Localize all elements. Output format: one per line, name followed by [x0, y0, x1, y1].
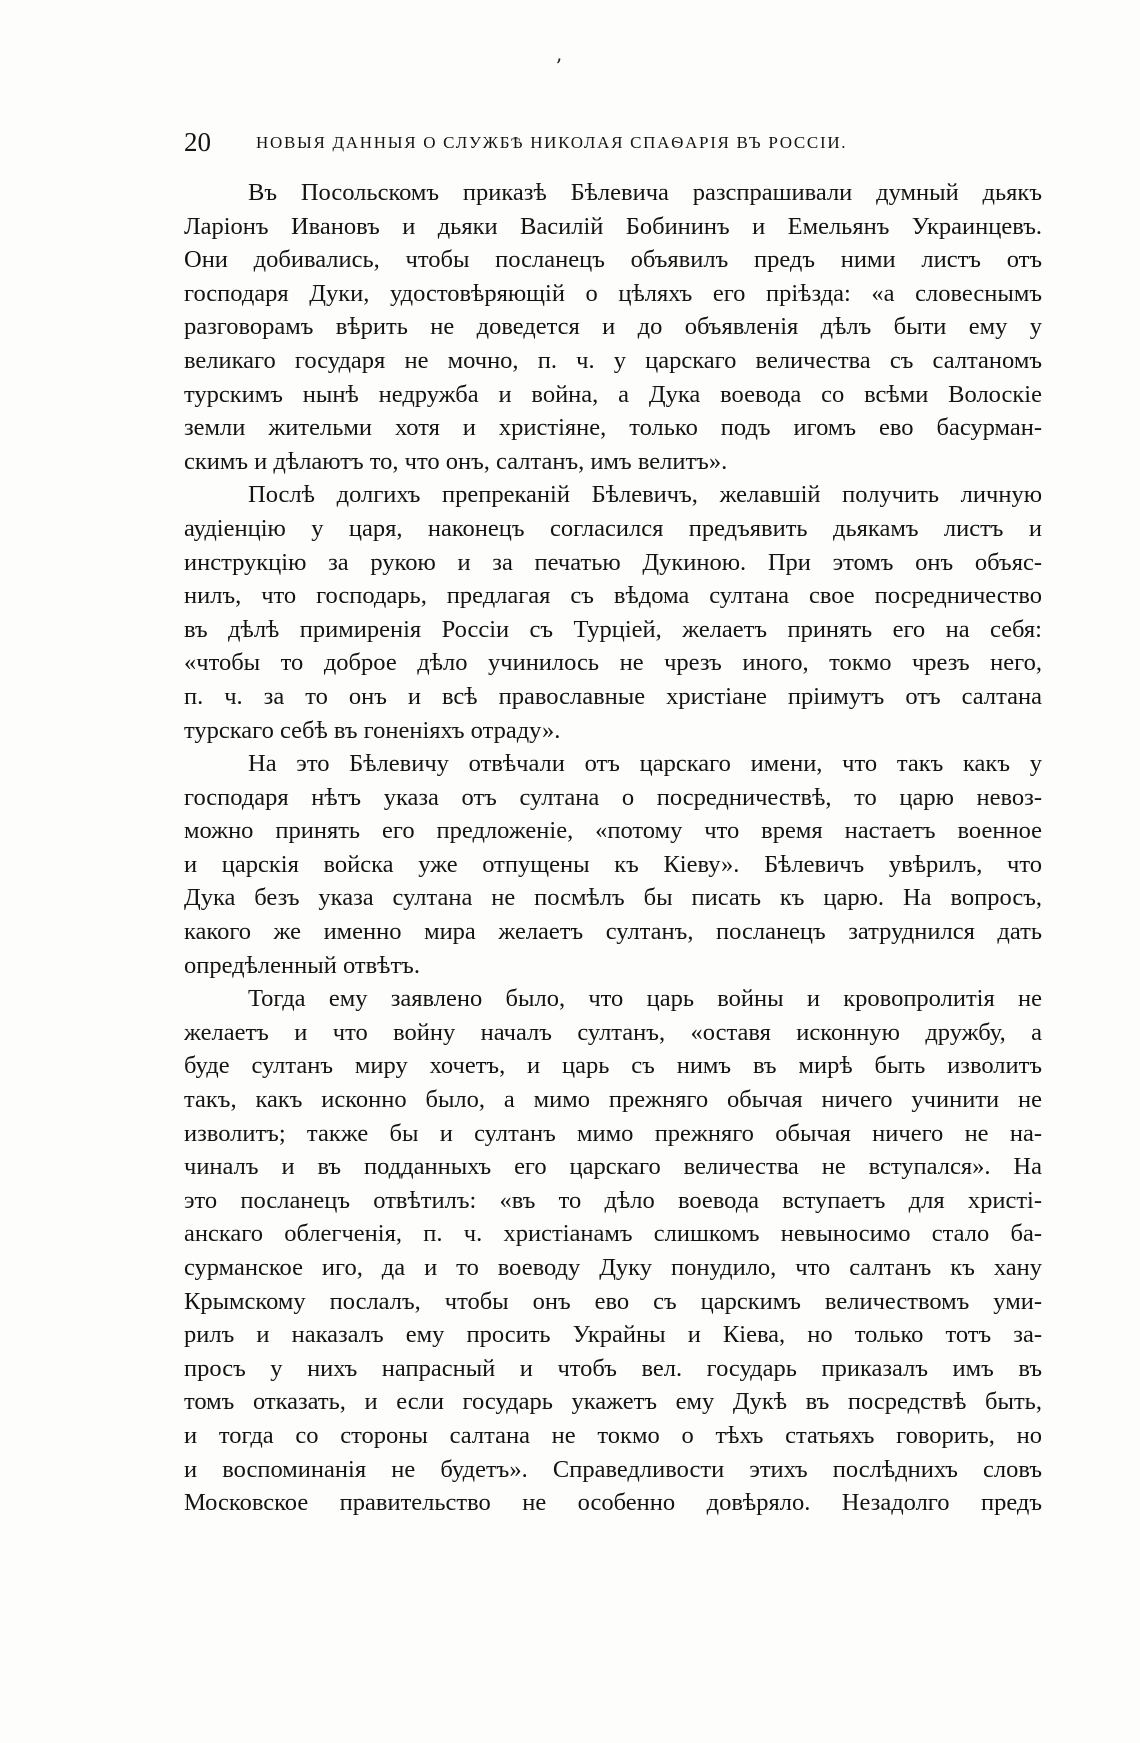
text-line: такъ, какъ исконно было, а мимо прежняго обычая ничего учинити не [184, 1086, 1042, 1114]
text-line: томъ отказать, и если государь укажетъ ему Дукѣ въ посредствѣ быть, [184, 1388, 1042, 1416]
text-line: и царскія войска уже отпущены къ Кіеву». Бѣлевичъ увѣрилъ, что [184, 850, 1042, 878]
body-text [184, 176, 1042, 1520]
stray-mark: ʼ [555, 54, 562, 78]
text-line: великаго государя не мочно, п. ч. у царскаго величества съ салтаномъ [184, 346, 1042, 374]
text-line: какого же именно мира желаетъ султанъ, посланецъ затруднился дать [184, 918, 1042, 946]
text-line: нилъ, что господарь, предлагая съ вѣдома султана свое посредничество [184, 582, 1042, 610]
text-line: «чтобы то доброе дѣло учинилось не чрезъ иного, токмо чрезъ него, [184, 649, 1042, 677]
text-line: На это Бѣлевичу отвѣчали отъ царскаго имени, что такъ какъ у [248, 750, 1042, 778]
text-line: въ дѣлѣ примиренія Россіи съ Турціей, желаетъ принять его на себя: [184, 615, 1042, 643]
text-line: анскаго облегченія, п. ч. христіанамъ слишкомъ невыносимо стало ба- [184, 1220, 1042, 1248]
text-line: земли жительми хотя и христіяне, только подъ игомъ ево басурман- [184, 414, 1042, 442]
text-line: Тогда ему заявлено было, что царь войны и кровопролитія не [248, 985, 1042, 1013]
text-line: желаетъ и что войну началъ султанъ, «оставя исконную дружбу, а [184, 1018, 1042, 1046]
text-line: инструкцію за рукою и за печатью Дукиною. При этомъ онъ объяс- [184, 548, 1042, 576]
text-line: чиналъ и въ подданныхъ его царскаго величества не вступался». На [184, 1153, 1042, 1181]
text-line: это посланецъ отвѣтилъ: «въ то дѣло воевода вступаетъ для христі- [184, 1186, 1042, 1214]
text-line: господаря нѣтъ указа отъ султана о посредничествѣ, то царю невоз- [184, 783, 1042, 811]
text-line: п. ч. за то онъ и всѣ православные христіане пріимутъ отъ салтана [184, 682, 1042, 710]
text-line: турскаго себѣ въ гоненіяхъ отраду». [184, 716, 561, 744]
text-line: Послѣ долгихъ препреканій Бѣлевичъ, желавшій получить личную [248, 481, 1042, 509]
text-line: скимъ и дѣлаютъ то, что онъ, салтанъ, имъ велитъ». [184, 447, 728, 475]
text-line: буде султанъ миру хочетъ, и царь съ нимъ въ мирѣ быть изволитъ [184, 1052, 1042, 1080]
text-line: просъ у нихъ напрасный и чтобъ вел. государь приказалъ имъ въ [184, 1354, 1042, 1382]
text-line: опредѣленный отвѣтъ. [184, 951, 420, 979]
text-line: Ларіонъ Ивановъ и дьяки Василій Бобининъ и Емельянъ Украинцевъ. [184, 212, 1042, 240]
text-line: Они добивались, чтобы посланецъ объявилъ предъ ними листъ отъ [184, 246, 1042, 274]
text-line: можно принять его предложеніе, «потому что время настаетъ военное [184, 817, 1042, 845]
text-line: турскимъ нынѣ недружба и война, а Дука воевода со всѣми Волоскіе [184, 380, 1042, 408]
text-line: Въ Посольскомъ приказѣ Бѣлевича разспрашивали думный дьякъ [248, 179, 1042, 206]
text-line: и воспоминанія не будетъ». Справедливости этихъ послѣднихъ словъ [184, 1455, 1042, 1483]
text-line: сурманское иго, да и то воеводу Дуку понудило, что салтанъ къ хану [184, 1254, 1042, 1281]
text-line: Дука безъ указа султана не посмѣлъ бы писать къ царю. На вопросъ, [184, 884, 1042, 912]
text-line: и тогда со стороны салтана не токмо о тѣхъ статьяхъ говорить, но [184, 1421, 1042, 1449]
page-header [184, 124, 1042, 160]
text-line: изволитъ; также бы и султанъ мимо прежняго обычая ничего не на- [184, 1119, 1042, 1147]
text-line: Крымскому послалъ, чтобы онъ ево съ царскимъ величествомъ уми- [184, 1287, 1042, 1315]
text-line: рилъ и наказалъ ему просить Украйны и Кіева, но только тотъ за- [184, 1321, 1042, 1349]
page-number: 20 [184, 127, 211, 157]
text-line: господаря Дуки, удостовѣряющій о цѣляхъ его пріѣзда: «а словеснымъ [184, 279, 1042, 307]
text-line: аудіенцію у царя, наконецъ согласился предъявить дьякамъ листъ и [184, 514, 1042, 542]
text-line: разговорамъ вѣрить не доведется и до объявленія дѣлъ быти ему у [184, 313, 1042, 341]
running-title: НОВЫЯ ДАННЫЯ О СЛУЖБѢ НИКОЛАЯ СПАѲАРІЯ ВЪ РОССІИ. [256, 133, 848, 152]
text-line: Московское правительство не особенно довѣряло. Незадолго предъ [184, 1489, 1042, 1517]
